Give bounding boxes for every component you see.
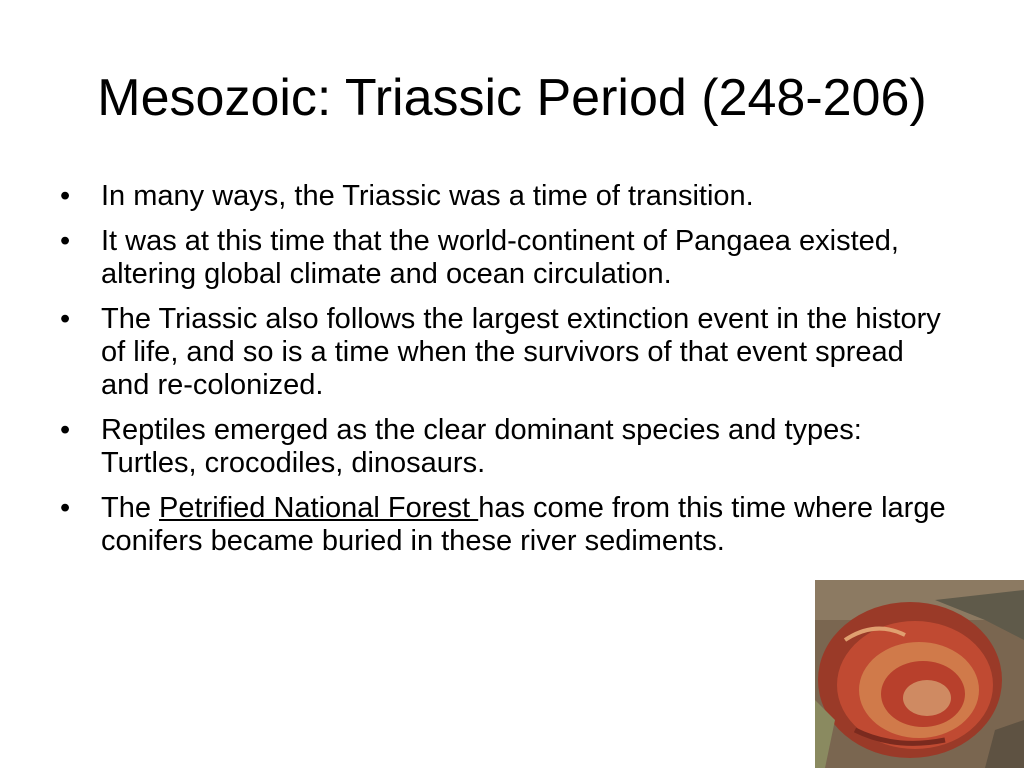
- bullet-text: The Triassic also follows the largest extinction event in the history of life, and so is a time when the survivors of that event spread and re-colonized.: [101, 303, 941, 401]
- bullet-item: [60, 180, 960, 213]
- bullet-text-prefix: The: [101, 492, 160, 524]
- petrified-national-forest-link[interactable]: Petrified National Forest: [159, 492, 479, 524]
- bullet-marker: •: [60, 303, 71, 335]
- bullet-text-suffix: has come from this time where large conifers became buried in these river sediments.: [101, 492, 946, 557]
- bullet-text: In many ways, the Triassic was a time of transition.: [101, 180, 754, 212]
- bullet-item: [60, 225, 960, 291]
- bullet-text: It was at this time that the world-continent of Pangaea existed, altering global climate and ocean circulation.: [101, 225, 899, 290]
- log-core: [903, 680, 951, 716]
- petrified-log-illustration: [815, 580, 1024, 768]
- bullet-marker: •: [60, 414, 71, 446]
- bullet-text: Reptiles emerged as the clear dominant species and types: Turtles, crocodiles, dinosaurs.: [101, 414, 862, 479]
- bullet-marker: •: [60, 225, 71, 257]
- bullet-list: [60, 180, 960, 570]
- bullet-item: [60, 492, 960, 558]
- bullet-marker: •: [60, 180, 71, 212]
- bullet-marker: •: [60, 492, 71, 524]
- slide-title: Mesozoic: Triassic Period (248-206): [97, 69, 927, 127]
- bullet-item: [60, 414, 960, 480]
- bullet-item: [60, 303, 960, 402]
- petrified-log-image: [815, 580, 1024, 768]
